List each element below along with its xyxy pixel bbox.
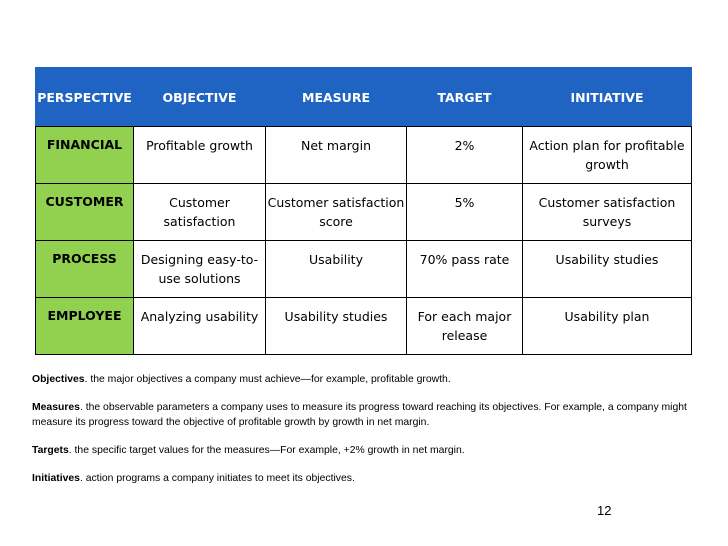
table-header-row — [36, 68, 692, 127]
perspective-cell: PROCESS — [36, 241, 134, 298]
initiative-cell: Customer satisfaction surveys — [523, 184, 692, 241]
header-target: TARGET — [407, 68, 523, 127]
table-row — [36, 184, 692, 241]
note-measures — [32, 400, 692, 430]
note-term: Objectives — [32, 374, 85, 385]
table-row — [36, 241, 692, 298]
objective-cell: Profitable growth — [134, 127, 266, 184]
note-text: . the observable parameters a company uses to measure its progress toward reaching its objectives. For example, a company might measure its progress toward the objective of profitable growth by growth in net margin. — [32, 402, 687, 428]
note-text: . the major objectives a company must achieve—for example, profitable growth. — [84, 374, 451, 385]
note-text: . action programs a company initiates to meet its objectives. — [79, 473, 355, 484]
note-initiatives — [32, 471, 692, 486]
table-row — [36, 127, 692, 184]
perspective-cell: CUSTOMER — [36, 184, 134, 241]
measure-cell: Net margin — [266, 127, 407, 184]
target-cell: 2% — [407, 127, 523, 184]
note-targets — [32, 443, 692, 458]
header-measure: MEASURE — [266, 68, 407, 127]
objective-cell: Customer satisfaction — [134, 184, 266, 241]
initiative-cell: Action plan for profitable growth — [523, 127, 692, 184]
page-number: 12 — [597, 503, 612, 518]
objective-cell: Analyzing usability — [134, 298, 266, 355]
note-term: Targets — [32, 445, 69, 456]
measure-cell: Usability studies — [266, 298, 407, 355]
measure-cell: Customer satisfaction score — [266, 184, 407, 241]
target-cell: For each major release — [407, 298, 523, 355]
target-cell: 70% pass rate — [407, 241, 523, 298]
note-objectives — [32, 372, 692, 387]
perspective-cell: FINANCIAL — [36, 127, 134, 184]
note-text: . the specific target values for the measures—For example, +2% growth in net margin. — [68, 445, 465, 456]
target-cell: 5% — [407, 184, 523, 241]
balanced-scorecard-table — [35, 67, 692, 355]
initiative-cell: Usability plan — [523, 298, 692, 355]
objective-cell: Designing easy-to-use solutions — [134, 241, 266, 298]
perspective-cell: EMPLOYEE — [36, 298, 134, 355]
measure-cell: Usability — [266, 241, 407, 298]
initiative-cell: Usability studies — [523, 241, 692, 298]
definitions-notes — [32, 372, 692, 499]
header-objective: OBJECTIVE — [134, 68, 266, 127]
table-row — [36, 298, 692, 355]
note-term: Initiatives — [32, 473, 80, 484]
header-initiative: INITIATIVE — [523, 68, 692, 127]
note-term: Measures — [32, 402, 80, 413]
header-perspective: PERSPECTIVE — [36, 68, 134, 127]
